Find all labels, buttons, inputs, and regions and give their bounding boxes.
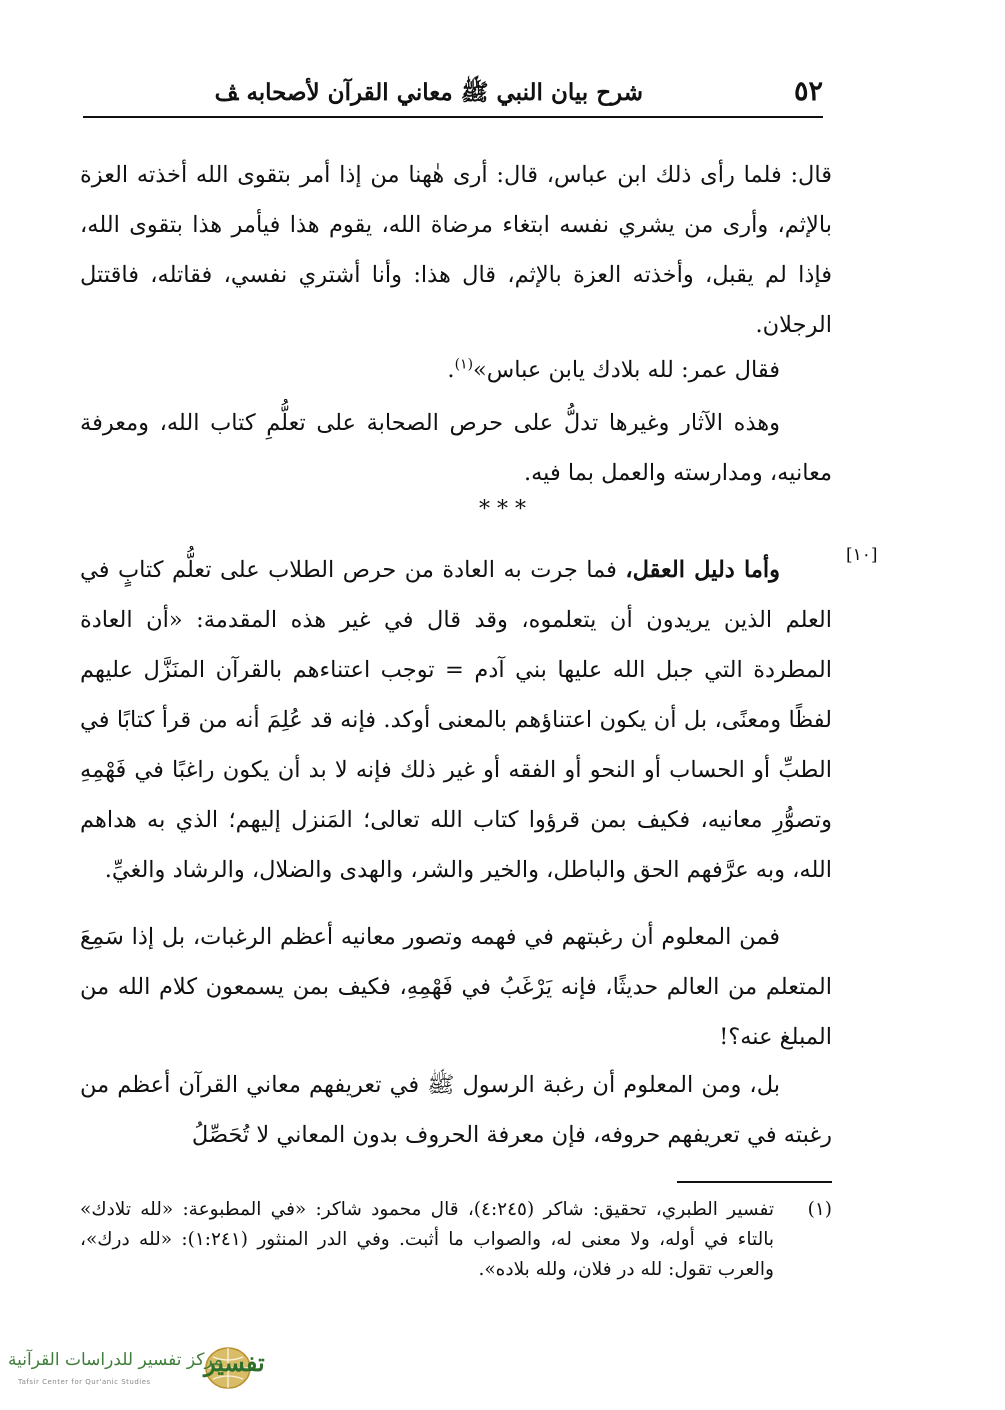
header-rule <box>83 116 823 118</box>
page-header <box>83 72 823 118</box>
section-separator: * * * <box>479 497 526 522</box>
logo-brand-text: تفسير <box>204 1348 265 1377</box>
paragraph-text: وهذه الآثار وغيرها تدلُّ على حرص الصحابة على تعلُّمِ كتاب الله، ومعرفة معانيه، ومدارسته والعمل بما فيه. <box>80 410 832 486</box>
footnote-reference: (١) <box>454 356 474 373</box>
page-number: ٥٢ <box>793 76 823 107</box>
paragraph-6 <box>80 1060 832 1160</box>
paragraph-text: قال: فلما رأى ذلك ابن عباس، قال: أرى هٰهنا من إذا أمر بتقوى الله أخذته العزة بالإثم، وأرى من يشري نفسه ابتغاء مرضاة الله، يقوم هذا فيأمر هذا بتقوى الله، فإذا لم يقبل، وأخذته العزة بالإثم، قال هذا: وأنا أشتري نفسي، فقاتله، فاقتتل الرجلان. <box>80 162 832 338</box>
margin-number: [١٠] <box>846 545 878 565</box>
footnote-number: (١) <box>807 1199 832 1220</box>
paragraph-text <box>80 345 832 395</box>
logo-center-name: مركز تفسير للدراسات القرآنية <box>8 1350 223 1370</box>
paragraph-5 <box>80 912 832 1062</box>
paragraph-text: فمن المعلوم أن رغبتهم في فهمه وتصور معانيه أعظم الرغبات، بل إذا سَمِعَ المتعلم من العالم حديثًا، فإنه يَرْغَبُ في فَهْمِهِ، فكيف بمن يسمعون كلام الله من المبلغ عنه؟! <box>80 924 832 1050</box>
footnote-text: تفسير الطبري، تحقيق: شاكر (٤:٢٤٥)، قال محمود شاكر: «في المطبوعة: «لله تلادك» بالتاء في أوله، ولا معنى له، والصواب ما أثبت. وفي الدر المنثور (١:٢٤١): «لله درك»، والعرب تقول: لله در فلان، ولله بلاده». <box>80 1199 774 1280</box>
running-title: شرح بيان النبي ﷺ معاني القرآن لأصحابه ﭫ <box>214 79 643 106</box>
footnote-rule <box>677 1181 832 1183</box>
paragraph-body: فما جرت به العادة من حرص الطلاب على تعلُّم كتابٍ في العلم الذين يريدون أن يتعلموه، وقد قال في غير هذه المقدمة: «أن العادة المطردة التي جبل الله عليها بني آدم = توجب اعتناءهم بالقرآن المنَزَّل عليهم لفظًا ومعنًى، بل أن يكون اعتناؤهم بالمعنى أوكد. فإنه قد عُلِمَ أنه من قرأ كتابًا في الطبِّ أو الحساب أو النحو أو الفقه أو غير ذلك فإنه لا بد أن يكون راغبًا في فَهْمِهِ وتصوُّرِ معانيه، فكيف بمن قرؤوا كتاب الله تعالى؛ المَنزل إليهم؛ الذي به هداهم الله، وبه عرَّفهم الحق والباطل، والخير والشر، والهدى والضلال، والرشاد والغيِّ. <box>80 557 832 883</box>
publisher-logo <box>8 1340 265 1395</box>
paragraph-text <box>80 545 832 895</box>
quote-text: فقال عمر: لله بلادك يابن عباس» <box>473 357 780 383</box>
paragraph-3 <box>80 398 832 498</box>
paragraph-1 <box>80 150 832 350</box>
paragraph-2 <box>80 345 832 395</box>
footnote <box>80 1195 832 1285</box>
paragraph-text: بل، ومن المعلوم أن رغبة الرسول ﷺ في تعريفهم معاني القرآن أعظم من رغبته في تعريفهم حروفه، فإن معرفة الحروف بدون المعاني لا تُحَصِّلُ <box>80 1072 832 1148</box>
logo-english-name: Tafsir Center for Qur'anic Studies <box>18 1378 151 1386</box>
quote-end: . <box>447 357 455 383</box>
bold-lead: وأما دليل العقل، <box>625 557 781 583</box>
paragraph-4 <box>80 545 832 895</box>
